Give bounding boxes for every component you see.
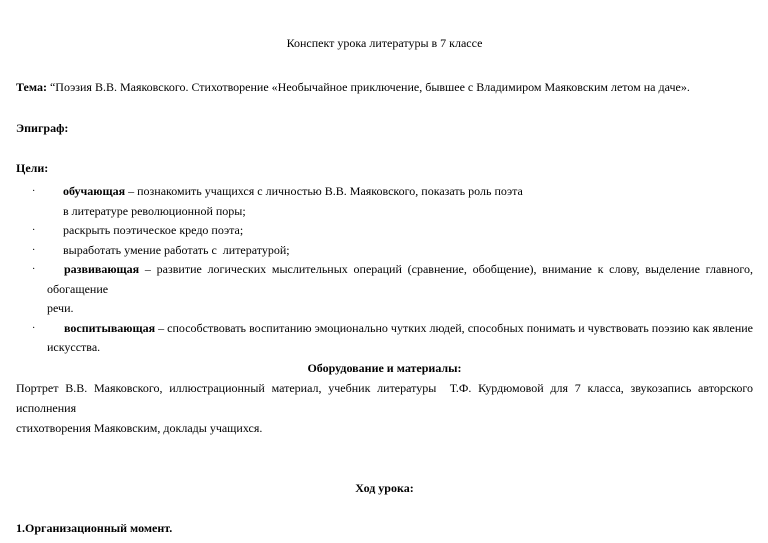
goal-item-text: – способствовать воспитанию эмоционально чутких людей, способных понимать и чувствовать поэзию как явление xyxy=(155,320,753,335)
epigraph-label: Эпиграф: xyxy=(16,121,69,135)
goals-list xyxy=(16,182,753,358)
doc-title: Конспект урока литературы в 7 классе xyxy=(286,36,483,50)
lesson-flow-heading: Ход урока: xyxy=(355,480,414,495)
goal-item-literature-skill xyxy=(16,241,753,261)
goal-item-teaching xyxy=(16,182,753,221)
theme-label: Тема: xyxy=(16,80,47,94)
theme-text: “Поэзия В.В. Маяковского. Стихотворение «Необычайное приключение, бывшее с Владимиром Маяковским летом на даче». xyxy=(46,80,690,94)
goal-item-text: – развитие логических мыслительных операций (сравнение, обобщение), внимание к слову, выделение главного, обогащение xyxy=(47,262,753,296)
goal-item-text: выработать умение работать с литературой; xyxy=(63,242,290,257)
goal-item-line2: речи. xyxy=(47,301,74,315)
goal-item-bold: воспитывающая xyxy=(64,320,156,335)
goal-item-bold: обучающая xyxy=(63,184,126,198)
goal-item-credo xyxy=(16,221,753,241)
goal-item-developing xyxy=(16,260,753,319)
bullet-icon: · xyxy=(32,322,36,334)
bullet-icon: · xyxy=(32,244,36,256)
goal-item-educating xyxy=(16,319,753,358)
equipment-paragraph xyxy=(16,378,753,438)
goal-item-text: – познакомить учащихся с личностью В.В. Маяковского, показать роль поэта xyxy=(125,184,523,198)
equipment-line1: Портрет В.В. Маяковского, иллюстрационный материал, учебник литературы Т.Ф. Курдюмовой для 7 класса, звукозапись авторского исполнения xyxy=(16,380,753,415)
goal-item-line2: искусства. xyxy=(47,340,101,354)
goal-item-line2: в литературе революционной поры; xyxy=(63,203,246,218)
bullet-icon: · xyxy=(32,225,36,236)
bullet-icon: · xyxy=(32,186,36,197)
equipment-heading: Оборудование и материалы: xyxy=(307,360,462,375)
equipment-line2: стихотворения Маяковским, доклады учащихся. xyxy=(16,420,263,435)
theme-paragraph xyxy=(16,77,753,97)
goal-item-bold: развивающая xyxy=(64,262,140,276)
goals-label: Цели: xyxy=(16,161,49,175)
bullet-icon: · xyxy=(32,264,36,275)
step-1-heading: 1.Организационный момент. xyxy=(16,520,173,535)
goal-item-text: раскрыть поэтическое кредо поэта; xyxy=(63,223,244,237)
